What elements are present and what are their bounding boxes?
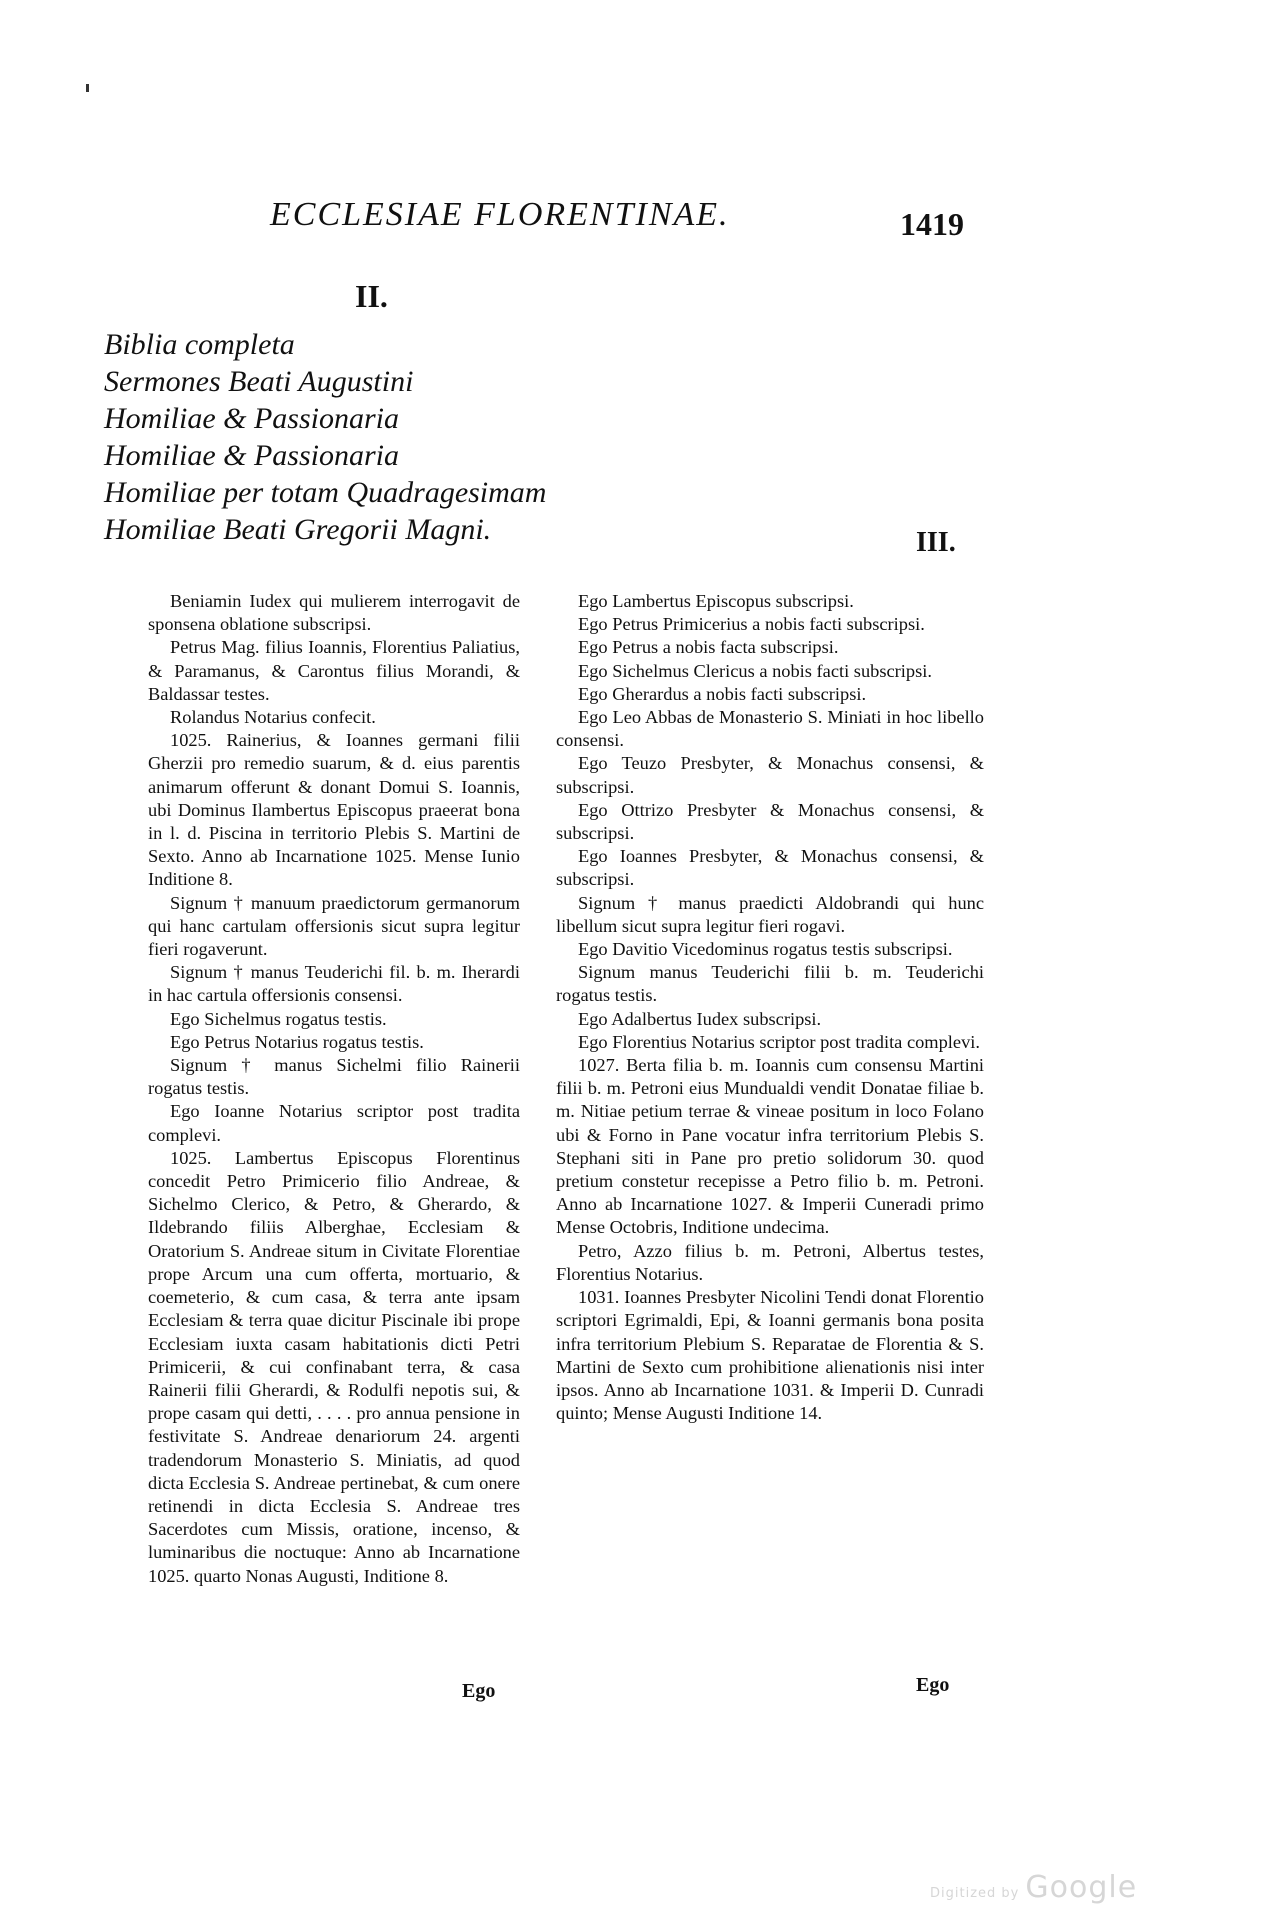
paragraph: Ego Florentius Notarius scriptor post tradita complevi.: [578, 1031, 980, 1052]
watermark-brand: Google: [1025, 1870, 1138, 1905]
paragraph: Signum manus Teuderichi filii b. m. Teuderichi rogatus testis.: [556, 962, 984, 1006]
google-watermark: [930, 1870, 1137, 1905]
right-column: [556, 590, 984, 1425]
paragraph: 1025. Lambertus Episcopus Florentinus concedit Petro Primicerio filio Andreae, & Sichelmo Clerico, & Petro, & Gherardo, & Ildebrando filiis Alberghae, Ecclesiam & Oratorium S. Andreae situm in Civitate Florentiae prope Arcum una cum offerta, mortuario, & coemeterio, & cum casa, & terra ante ipsam Ecclesiam & terra quae dicitur Piscinale ibi prope Ecclesiam iuxta casam habitationis dicti Petri Primicerii, & cui confinabant terra, & casa Rainerii filii Gherardi, & Rodulfi nepotis sui, & prope casam qui detti, . . . . pro annua pensione in festivitate S. Andreae denariorum 24. argenti tradendorum Monasterio S. Miniatis, ad quod dicta Ecclesia S. Andreae pertinebat, & cum onere retinendi in dicta Ecclesia S. Andreae tres Sacerdotes cum Missis, oratione, incenso, & luminaribus die noctuque: Anno ab Incarnatione 1025. quarto Nonas Augusti, Inditione 8.: [148, 1147, 520, 1586]
paragraph: Ego Petrus Notarius rogatus testis.: [170, 1031, 424, 1052]
book-item: Homiliae Beati Gregorii Magni.: [104, 513, 492, 546]
paragraph: Ego Leo Abbas de Monasterio S. Miniati in hoc libello consensi.: [556, 707, 984, 751]
ink-speck: [86, 84, 89, 92]
book-item: Sermones Beati Augustini: [104, 365, 414, 398]
section-numeral-iii: III.: [916, 527, 956, 558]
paragraph: Rolandus Notarius confecit.: [170, 707, 376, 728]
running-title: ECCLESIAE FLORENTINAE.: [270, 196, 730, 233]
paragraph: Ego Sichelmus Clericus a nobis facti subscripsi.: [578, 660, 932, 681]
paragraph: 1031. Ioannes Presbyter Nicolini Tendi donat Florentio scriptori Egrimaldi, Epi, & Ioanni germanis bona posita infra territorium Plebium S. Reparatae de Florentia & S. Martini de Sexto cum prohibitione alienationis nisi inter ipsos. Anno ab Incarnatione 1031. & Imperii D. Cunradi quinto; Mense Augusti Inditione 14.: [556, 1287, 984, 1424]
paragraph: 1025. Rainerius, & Ioannes germani filii Gherzii pro remedio suarum, & d. eius parentis animarum offerunt & donant Domui S. Ioannis, ubi Dominus Ilambertus Episcopus praeerat bona in l. d. Piscina in territorio Plebis S. Martini de Sexto. Anno ab Incarnatione 1025. Mense Iunio Inditione 8.: [148, 730, 520, 890]
paragraph: Ego Sichelmus rogatus testis.: [170, 1008, 387, 1029]
page-number: 1419: [900, 206, 964, 242]
paragraph: Signum † manus Teuderichi fil. b. m. Iherardi in hac cartula offersionis consensi.: [148, 962, 520, 1006]
paragraph: Signum † manus Sichelmi filio Rainerii rogatus testis.: [148, 1055, 520, 1099]
paragraph: Ego Lambertus Episcopus subscripsi.: [578, 591, 854, 611]
paragraph: Petro, Azzo filius b. m. Petroni, Albertus testes, Florentius Notarius.: [556, 1240, 984, 1284]
paragraph: Signum † manuum praedictorum germanorum qui hanc cartulam offersionis sicut supra legitur fieri rogaverunt.: [148, 892, 520, 960]
paragraph: Signum † manus praedicti Aldobrandi qui hunc libellum sicut supra legitur fieri rogavi.: [556, 892, 984, 936]
catchword-left: Ego: [462, 1680, 496, 1702]
paragraph: Ego Teuzo Presbyter, & Monachus consensi, & subscripsi.: [556, 753, 984, 797]
catchword-right: Ego: [916, 1674, 950, 1696]
book-item: Biblia completa: [104, 328, 295, 361]
paragraph: Ego Ioannes Presbyter, & Monachus consensi, & subscripsi.: [556, 846, 984, 890]
paragraph: Beniamin Iudex qui mulierem interrogavit de sponsena oblatione subscripsi.: [148, 591, 520, 635]
left-column: [148, 590, 520, 1588]
watermark-prefix: Digitized by: [930, 1886, 1020, 1901]
section-numeral-ii: II.: [355, 278, 388, 314]
book-list: [104, 326, 546, 548]
paragraph: Ego Gherardus a nobis facti subscripsi.: [578, 683, 867, 704]
paragraph: Ego Petrus a nobis facta subscripsi.: [578, 637, 839, 658]
paragraph: Ego Adalbertus Iudex subscripsi.: [578, 1008, 822, 1029]
book-item: Homiliae per totam Quadragesimam: [104, 476, 547, 509]
paragraph: Ego Ioanne Notarius scriptor post tradita complevi.: [148, 1101, 520, 1145]
paragraph: Ego Davitio Vicedominus rogatus testis subscripsi.: [578, 939, 953, 960]
paragraph: Ego Petrus Primicerius a nobis facti subscripsi.: [578, 614, 925, 635]
book-item: Homiliae & Passionaria: [104, 439, 400, 472]
paragraph: Petrus Mag. filius Ioannis, Florentius Paliatius, & Paramanus, & Carontus filius Morandi, & Baldassar testes.: [148, 637, 520, 704]
paragraph: Ego Ottrizo Presbyter & Monachus consensi, & subscripsi.: [556, 799, 984, 844]
book-item: Homiliae & Passionaria: [104, 402, 400, 435]
paragraph: 1027. Berta filia b. m. Ioannis cum consensu Martini filii b. m. Petroni eius Mundualdi vendit Donatae filiae b. m. Nitiae petium terrae & vineae positum in loco Folano ubi & Forno in Pane vocatur infra territorium Plebis S. Stephani siti in Pane pro pretio solidorum 30. quod pretium constetur recepisse a Petro filio b. m. Petroni. Anno ab Incarnatione 1027. & Imperii Cuneradi primo Mense Octobris, Inditione undecima.: [556, 1055, 984, 1238]
